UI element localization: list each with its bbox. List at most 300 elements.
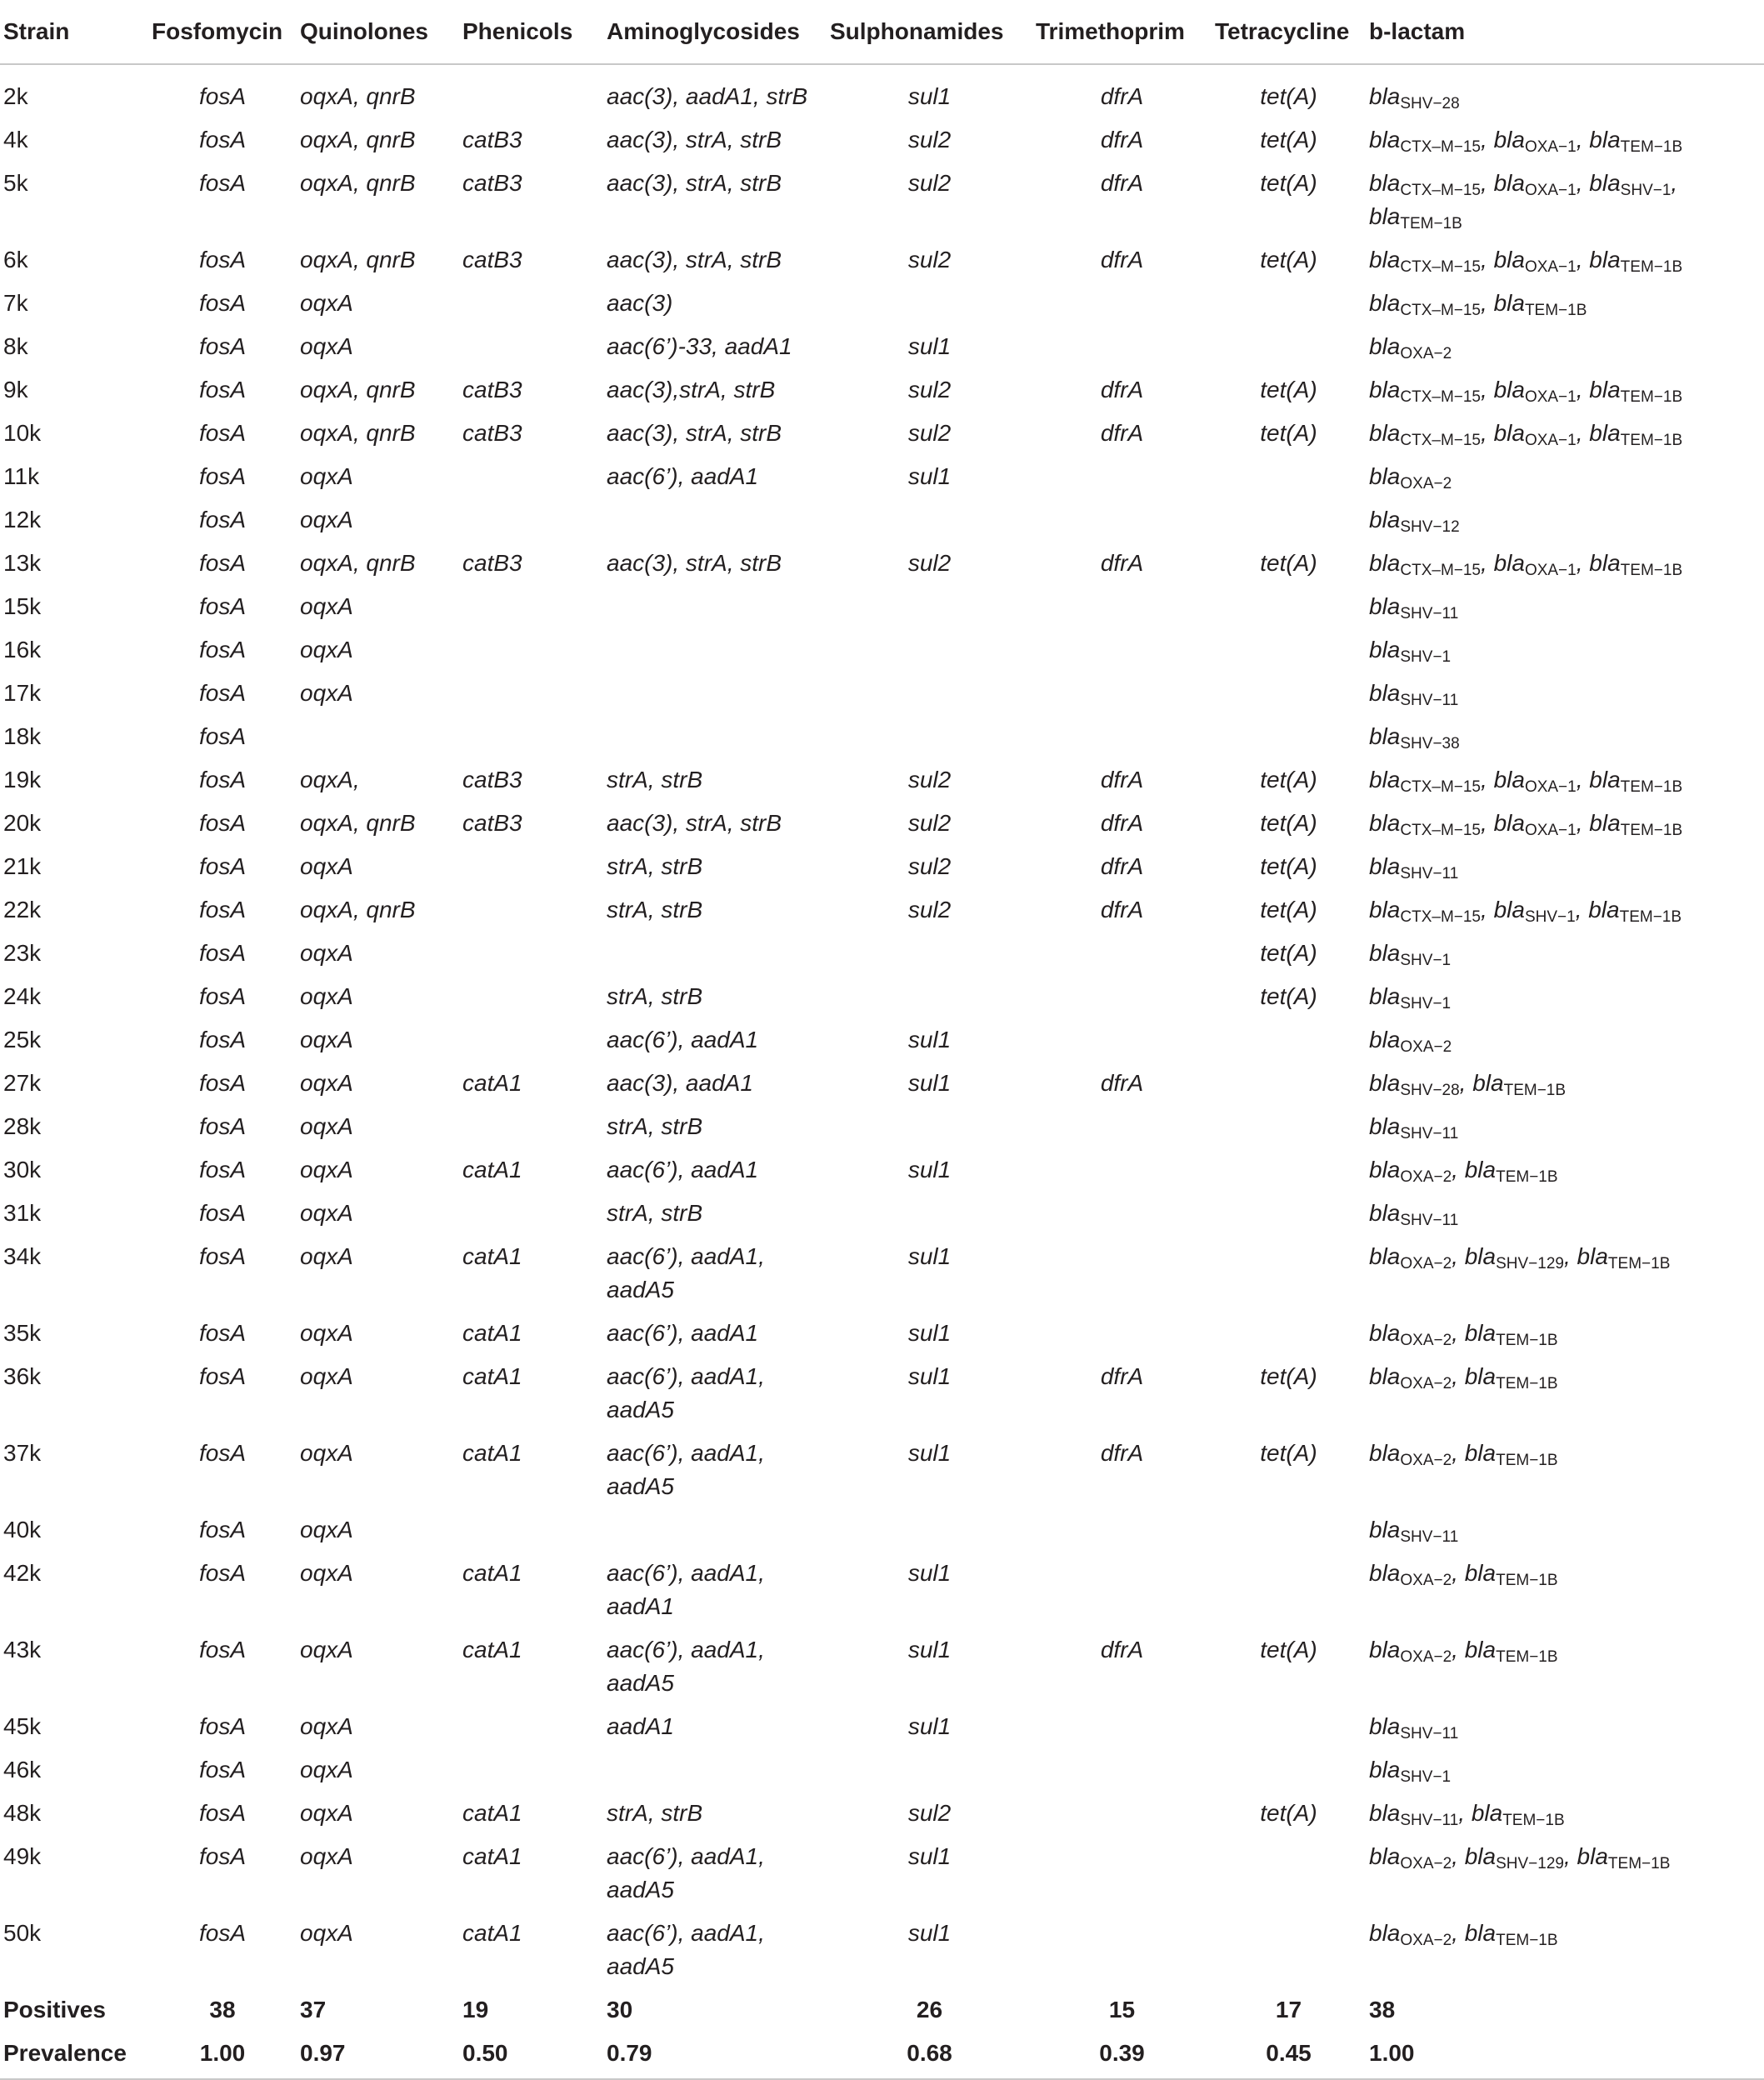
cell-phenicols: catA1 [462,1560,522,1586]
cell-phenicols: catA1 [462,1637,522,1662]
bla-gene-variant: CTX–M−15 [1400,908,1481,926]
cell-quinolones: oqxA [300,593,353,619]
cell-aminoglycosides: aadA1 [607,1713,674,1739]
bla-gene [1589,170,1672,199]
cell-quinolones: oqxA [300,1920,353,1946]
cell-phenicols [459,927,603,970]
cell-fosfomycin: fosA [198,247,247,272]
bla-gene-name: bla [1369,170,1401,196]
cell-fosfomycin: fosA [198,507,247,532]
bla-gene [1369,1113,1459,1142]
bla-gene-name: bla [1369,1113,1401,1139]
bla-gene [1369,1560,1452,1589]
cell-strain: 8k [3,333,28,359]
gene-separator: , [1481,247,1494,272]
cell-phenicols [459,710,603,753]
gene-separator: , [1452,1843,1465,1869]
cell-sulphonamides: sul1 [907,1320,952,1346]
cell-phenicols [459,667,603,710]
cell-b-lactam [1366,407,1764,450]
cell-b-lactam [1366,883,1764,927]
bla-gene [1369,1363,1452,1392]
cell-b-lactam [1366,753,1764,797]
cell-fosfomycin: fosA [198,1800,247,1826]
cell-aminoglycosides [603,623,827,667]
bla-gene-variant: SHV−1 [1400,995,1452,1012]
cell-strain: 6k [3,247,28,272]
bla-gene-name: bla [1464,1560,1497,1586]
bla-gene-variant: CTX–M−15 [1400,138,1481,156]
table-row [0,493,1764,537]
cell-tetracycline [1212,1700,1366,1743]
bla-gene [1369,170,1481,199]
bla-gene-name: bla [1369,897,1401,922]
cell-b-lactam [1366,667,1764,710]
cell-aminoglycosides: strA, strB [607,1800,703,1826]
cell-sulphonamides: sul1 [907,1027,952,1052]
cell-strain: 28k [3,1113,42,1139]
bla-gene-name: bla [1369,593,1401,619]
bla-gene [1493,127,1577,156]
col-header-aminoglycosides: Aminoglycosides [603,0,827,64]
bla-gene-name: bla [1369,420,1401,446]
cell-sulphonamides: sul1 [907,1637,952,1662]
bla-gene [1369,637,1452,666]
summary-value: 0.97 [297,2027,459,2079]
gene-separator: , [1481,810,1494,836]
cell-b-lactam [1366,927,1764,970]
cell-fosfomycin: fosA [198,897,247,922]
cell-tetracycline: tet(A) [1260,1363,1317,1389]
cell-phenicols: catA1 [462,1243,522,1269]
bla-gene-variant: OXA−2 [1400,1648,1452,1666]
bla-gene-variant: OXA−1 [1524,432,1577,449]
summary-value: 38 [209,1997,236,2022]
cell-sulphonamides: sul1 [907,1560,952,1586]
cell-aminoglycosides: strA, strB [607,983,703,1009]
cell-phenicols [459,277,603,320]
gene-separator: , [1576,767,1590,792]
bla-gene-name: bla [1589,127,1621,152]
cell-tetracycline: tet(A) [1260,1800,1317,1826]
cell-trimethoprim [1032,320,1212,363]
cell-phenicols [459,883,603,927]
cell-b-lactam [1366,1100,1764,1143]
bla-gene [1493,420,1577,449]
gene-separator: , [1452,1440,1465,1466]
cell-trimethoprim: dfrA [1100,1440,1144,1466]
cell-sulphonamides: sul2 [907,767,952,792]
bla-gene-variant: OXA−1 [1524,388,1577,406]
bla-gene-variant: CTX–M−15 [1400,432,1481,449]
gene-separator: , [1452,1363,1465,1389]
bla-gene-name: bla [1589,377,1621,402]
cell-b-lactam [1366,970,1764,1013]
cell-fosfomycin: fosA [198,593,247,619]
bla-gene-name: bla [1589,810,1621,836]
bla-gene-name: bla [1369,767,1401,792]
cell-phenicols: catB3 [462,810,522,836]
bla-gene-name: bla [1369,853,1401,879]
table-row [0,927,1764,970]
bla-gene [1369,593,1459,622]
cell-sulphonamides: sul1 [907,1713,952,1739]
bla-gene-variant: OXA−2 [1400,1855,1452,1872]
cell-trimethoprim: dfrA [1100,550,1144,576]
table-row [0,753,1764,797]
cell-trimethoprim [1032,580,1212,623]
cell-fosfomycin: fosA [198,1200,247,1226]
cell-sulphonamides: sul2 [907,247,952,272]
cell-phenicols [459,1743,603,1787]
bla-gene-name: bla [1464,1320,1497,1346]
bla-gene-variant: CTX–M−15 [1400,822,1481,839]
bla-gene [1369,940,1452,969]
table-row [0,970,1764,1013]
bla-gene [1369,290,1481,319]
summary-value: 37 [300,1997,327,2022]
table-row [0,580,1764,623]
table-row [0,840,1764,883]
cell-phenicols: catB3 [462,127,522,152]
bla-gene [1369,247,1481,276]
cell-strain: 4k [3,127,28,152]
cell-sulphonamides: sul1 [907,1363,952,1389]
bla-gene-variant: CTX–M−15 [1400,388,1481,406]
col-header-tetracycline: Tetracycline [1212,0,1366,64]
cell-sulphonamides: sul2 [907,810,952,836]
cell-aminoglycosides: aac(3), strA, strB [607,550,782,576]
cell-b-lactam [1366,797,1764,840]
bla-gene-name: bla [1369,1560,1401,1586]
cell-trimethoprim: dfrA [1100,897,1144,922]
bla-gene-variant: TEM−1B [1620,822,1683,839]
cell-b-lactam [1366,710,1764,753]
gene-separator: , [1452,1243,1465,1269]
cell-phenicols: catA1 [462,1843,522,1869]
cell-fosfomycin: fosA [198,1070,247,1096]
cell-aminoglycosides: aac(6’), aadA1 [607,463,759,489]
cell-tetracycline: tet(A) [1260,767,1317,792]
table-row [0,113,1764,157]
cell-b-lactam [1366,113,1764,157]
bla-gene [1369,463,1452,492]
table-row [0,407,1764,450]
cell-quinolones: oqxA [300,1157,353,1182]
cell-strain: 45k [3,1713,42,1739]
cell-sulphonamides: sul2 [907,897,952,922]
cell-strain: 42k [3,1560,42,1586]
cell-aminoglycosides: aac(3), strA, strB [607,247,782,272]
bla-gene-variant: OXA−1 [1524,258,1577,276]
cell-strain: 5k [3,170,28,196]
cell-fosfomycin: fosA [198,1560,247,1586]
header-row [0,0,1764,64]
cell-aminoglycosides: aac(6’), aadA1, aadA5 [607,1920,765,1979]
cell-trimethoprim [1032,450,1212,493]
table-row [0,233,1764,277]
cell-trimethoprim [1032,1100,1212,1143]
cell-b-lactam [1366,580,1764,623]
col-header-phenicols: Phenicols [459,0,603,64]
bla-gene-variant: TEM−1B [1607,1255,1671,1272]
bla-gene-variant: TEM−1B [1620,562,1683,579]
cell-strain: 48k [3,1800,42,1826]
gene-separator: , [1576,377,1590,402]
bla-gene [1577,1243,1671,1272]
bla-gene-variant: TEM−1B [1496,1452,1558,1469]
cell-quinolones: oqxA [300,1560,353,1586]
bla-gene-variant: TEM−1B [1620,138,1683,156]
bla-gene-name: bla [1369,1920,1401,1946]
cell-b-lactam [1366,493,1764,537]
table-row [0,1230,1764,1307]
table-row [0,1100,1764,1143]
table-row [0,667,1764,710]
bla-gene [1369,203,1462,232]
col-header-trimethoprim: Trimethoprim [1032,0,1212,64]
cell-aminoglycosides: aac(6’), aadA1, aadA5 [607,1243,765,1302]
cell-tetracycline: tet(A) [1260,550,1317,576]
bla-gene-variant: TEM−1B [1496,1375,1558,1392]
cell-b-lactam [1366,1700,1764,1743]
cell-tetracycline [1212,1100,1366,1143]
cell-trimethoprim: dfrA [1100,1363,1144,1389]
bla-gene-name: bla [1369,680,1401,706]
cell-b-lactam [1366,1230,1764,1307]
bla-gene [1577,1843,1671,1872]
bla-gene-name: bla [1589,420,1621,446]
cell-strain: 15k [3,593,42,619]
summary-value: 30 [607,1997,633,2022]
cell-aminoglycosides: strA, strB [607,1200,703,1226]
cell-aminoglycosides: strA, strB [607,897,703,922]
cell-trimethoprim: dfrA [1100,1637,1144,1662]
cell-b-lactam [1366,840,1764,883]
cell-sulphonamides: sul1 [907,83,952,109]
cell-strain: 17k [3,680,42,706]
gene-separator: , [1576,127,1590,152]
cell-quinolones: oqxA [300,1843,353,1869]
cell-tetracycline [1212,710,1366,753]
cell-quinolones: oqxA, [300,767,360,792]
bla-gene-name: bla [1589,550,1621,576]
table-row [0,1307,1764,1350]
cell-trimethoprim [1032,1743,1212,1787]
bla-gene-variant: TEM−1B [1496,1932,1558,1949]
cell-strain: 12k [3,507,42,532]
bla-gene-name: bla [1493,377,1525,402]
cell-b-lactam [1366,1743,1764,1787]
cell-sulphonamides: sul1 [907,1440,952,1466]
cell-trimethoprim [1032,1143,1212,1187]
cell-fosfomycin: fosA [198,637,247,662]
bla-gene-variant: SHV−129 [1496,1255,1564,1272]
col-header-fosfomycin: Fosfomycin [148,0,297,64]
cell-trimethoprim [1032,1787,1212,1830]
bla-gene [1464,1363,1558,1392]
cell-aminoglycosides [603,667,827,710]
cell-sulphonamides [827,580,1032,623]
bla-gene [1369,420,1481,449]
cell-quinolones: oqxA [300,1070,353,1096]
col-header-sulphonamides: Sulphonamides [827,0,1032,64]
cell-quinolones: oqxA [300,1440,353,1466]
cell-b-lactam [1366,1307,1764,1350]
bla-gene-name: bla [1493,420,1525,446]
cell-trimethoprim: dfrA [1100,377,1144,402]
summary-value: 1.00 [1366,2027,1764,2079]
cell-strain: 35k [3,1320,42,1346]
cell-phenicols: catB3 [462,420,522,446]
cell-quinolones: oqxA [300,507,353,532]
bla-gene-variant: TEM−1B [1620,388,1683,406]
table-row [0,623,1764,667]
cell-quinolones: oqxA [300,1713,353,1739]
bla-gene-variant: OXA−2 [1400,1452,1452,1469]
cell-tetracycline [1212,1307,1366,1350]
cell-quinolones: oqxA, qnrB [300,247,416,272]
cell-sulphonamides: sul2 [907,550,952,576]
bla-gene [1369,723,1460,752]
bla-gene-variant: SHV−1 [1400,1768,1452,1786]
bla-gene-name: bla [1493,810,1525,836]
cell-b-lactam [1366,1907,1764,1983]
cell-fosfomycin: fosA [198,1517,247,1542]
bla-gene-variant: TEM−1B [1496,1332,1558,1349]
cell-tetracycline [1212,1230,1366,1307]
summary-value: 0.50 [459,2027,603,2079]
cell-strain: 10k [3,420,42,446]
table-row [0,1700,1764,1743]
gene-separator: , [1575,897,1589,922]
cell-phenicols [459,840,603,883]
cell-phenicols [459,1187,603,1230]
cell-fosfomycin: fosA [198,767,247,792]
cell-sulphonamides: sul2 [907,127,952,152]
cell-sulphonamides: sul2 [907,170,952,196]
bla-gene-name: bla [1493,247,1525,272]
cell-phenicols: catA1 [462,1070,522,1096]
bla-gene-variant: OXA−1 [1524,822,1577,839]
summary-value: 15 [1108,1997,1136,2022]
bla-gene [1493,897,1576,926]
bla-gene-name: bla [1369,810,1401,836]
table-row [0,883,1764,927]
bla-gene [1464,1157,1558,1186]
cell-quinolones: oqxA [300,940,353,966]
cell-fosfomycin: fosA [198,680,247,706]
cell-b-lactam [1366,1503,1764,1547]
gene-separator: , [1452,1637,1465,1662]
cell-aminoglycosides [603,927,827,970]
bla-gene [1369,1920,1452,1949]
bla-gene [1369,810,1481,839]
bla-gene-name: bla [1369,983,1401,1009]
cell-fosfomycin: fosA [198,463,247,489]
cell-aminoglycosides: strA, strB [607,853,703,879]
cell-fosfomycin: fosA [198,983,247,1009]
bla-gene-name: bla [1493,550,1525,576]
bla-gene [1464,1843,1564,1872]
bla-gene-variant: CTX–M−15 [1400,562,1481,579]
cell-trimethoprim [1032,1503,1212,1547]
table-row [0,1143,1764,1187]
bla-gene [1369,1200,1459,1229]
cell-sulphonamides: sul1 [907,1843,952,1869]
cell-b-lactam [1366,450,1764,493]
summary-value: 1.00 [148,2027,297,2079]
cell-tetracycline [1212,667,1366,710]
cell-fosfomycin: fosA [198,1320,247,1346]
bla-gene-name: bla [1369,247,1401,272]
bla-gene [1464,1637,1558,1666]
bla-gene-name: bla [1369,1363,1401,1389]
bla-gene-variant: CTX–M−15 [1400,182,1481,199]
cell-quinolones: oqxA, qnrB [300,897,416,922]
cell-strain: 11k [3,463,40,489]
gene-separator: , [1481,290,1494,316]
bla-gene-name: bla [1369,290,1401,316]
bla-gene-name: bla [1369,1843,1401,1869]
gene-separator: , [1452,1320,1465,1346]
cell-phenicols: catA1 [462,1920,522,1946]
cell-trimethoprim [1032,277,1212,320]
cell-strain: 24k [3,983,42,1009]
bla-gene-variant: CTX–M−15 [1400,778,1481,796]
cell-fosfomycin: fosA [198,1027,247,1052]
cell-fosfomycin: fosA [198,810,247,836]
bla-gene-name: bla [1369,1757,1401,1782]
bla-gene [1493,170,1577,199]
bla-gene [1369,1713,1459,1742]
cell-fosfomycin: fosA [198,723,247,749]
table-row [0,450,1764,493]
cell-aminoglycosides [603,580,827,623]
cell-aminoglycosides [603,493,827,537]
cell-aminoglycosides: aac(6’), aadA1 [607,1027,759,1052]
bla-gene-name: bla [1493,767,1525,792]
bla-gene-name: bla [1464,1637,1497,1662]
cell-sulphonamides [827,493,1032,537]
cell-quinolones: oqxA [300,1637,353,1662]
bla-gene-variant: TEM−1B [1620,778,1683,796]
bla-gene [1493,290,1587,319]
cell-strain: 2k [3,83,28,109]
cell-quinolones: oqxA [300,333,353,359]
cell-sulphonamides [827,970,1032,1013]
gene-separator: , [1576,810,1590,836]
cell-quinolones: oqxA, qnrB [300,377,416,402]
cell-phenicols: catB3 [462,170,522,196]
cell-trimethoprim: dfrA [1100,247,1144,272]
cell-sulphonamides: sul1 [907,1157,952,1182]
cell-fosfomycin: fosA [198,853,247,879]
cell-trimethoprim [1032,1307,1212,1350]
cell-strain: 40k [3,1517,42,1542]
table-row [0,1907,1764,1983]
bla-gene [1369,1517,1459,1546]
cell-fosfomycin: fosA [198,1920,247,1946]
cell-b-lactam [1366,233,1764,277]
cell-phenicols [459,970,603,1013]
bla-gene [1588,897,1682,926]
cell-phenicols [459,450,603,493]
bla-gene [1369,767,1481,796]
bla-gene-variant: OXA−2 [1400,345,1452,362]
cell-strain: 25k [3,1027,42,1052]
bla-gene-name: bla [1369,1243,1401,1269]
